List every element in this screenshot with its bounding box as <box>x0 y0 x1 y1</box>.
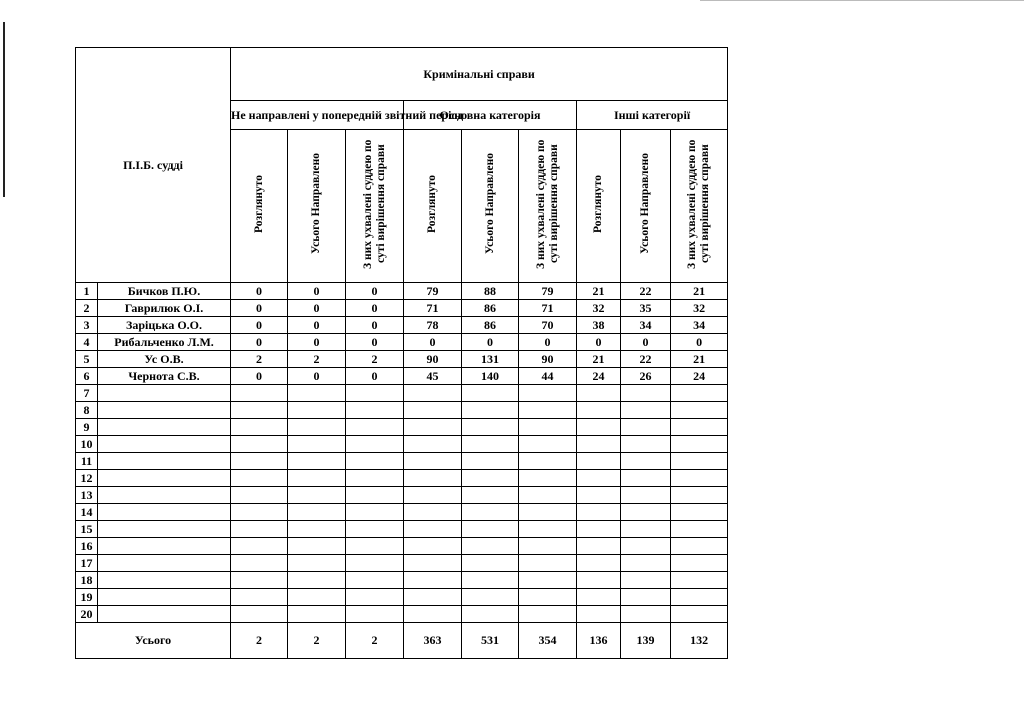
value-cell: 0 <box>621 334 671 351</box>
value-cell <box>462 555 519 572</box>
value-cell <box>404 385 462 402</box>
value-cell: 78 <box>404 317 462 334</box>
value-cell <box>462 470 519 487</box>
value-cell: 26 <box>621 368 671 385</box>
table-row <box>76 453 728 470</box>
value-cell: 21 <box>577 351 621 368</box>
column-subheader <box>404 130 462 283</box>
value-cell <box>288 555 346 572</box>
value-cell: 24 <box>577 368 621 385</box>
row-number: 16 <box>76 538 98 555</box>
value-cell <box>621 555 671 572</box>
value-cell <box>404 419 462 436</box>
value-cell <box>462 572 519 589</box>
value-cell <box>671 589 728 606</box>
value-cell: 0 <box>346 283 404 300</box>
value-cell: 22 <box>621 283 671 300</box>
total-label: Усього <box>76 623 231 659</box>
value-cell: 24 <box>671 368 728 385</box>
value-cell <box>671 419 728 436</box>
value-cell <box>519 521 577 538</box>
value-cell: 2 <box>231 351 288 368</box>
value-cell <box>404 538 462 555</box>
value-cell <box>671 470 728 487</box>
value-cell <box>577 436 621 453</box>
value-cell <box>404 572 462 589</box>
row-number: 19 <box>76 589 98 606</box>
value-cell <box>346 504 404 521</box>
value-cell: 22 <box>621 351 671 368</box>
value-cell <box>621 453 671 470</box>
value-cell <box>671 606 728 623</box>
judge-name <box>98 470 231 487</box>
value-cell <box>671 555 728 572</box>
value-cell <box>231 385 288 402</box>
judge-name: Рибальченко Л.М. <box>98 334 231 351</box>
column-subheader-label: Усього Направлено <box>639 153 652 255</box>
value-cell <box>231 436 288 453</box>
value-cell <box>519 606 577 623</box>
value-cell <box>577 538 621 555</box>
row-number: 13 <box>76 487 98 504</box>
value-cell <box>404 453 462 470</box>
table-row <box>76 317 728 334</box>
value-cell <box>519 402 577 419</box>
value-cell: 21 <box>671 351 728 368</box>
judge-name <box>98 436 231 453</box>
row-number: 7 <box>76 385 98 402</box>
value-cell: 71 <box>404 300 462 317</box>
value-cell <box>577 402 621 419</box>
value-cell <box>404 521 462 538</box>
column-subheader-label: З них ухвалені суддею по суті вирішення справи <box>361 139 387 269</box>
value-cell <box>231 521 288 538</box>
value-cell: 0 <box>671 334 728 351</box>
value-cell: 0 <box>231 334 288 351</box>
table-row <box>76 589 728 606</box>
value-cell <box>519 436 577 453</box>
value-cell <box>462 504 519 521</box>
judge-name <box>98 504 231 521</box>
value-cell <box>288 538 346 555</box>
group-header-main-category: Основна категорія <box>404 101 577 130</box>
value-cell: 0 <box>462 334 519 351</box>
value-cell: 34 <box>621 317 671 334</box>
total-value-cell: 136 <box>577 623 621 659</box>
column-subheader <box>671 130 728 283</box>
value-cell <box>462 589 519 606</box>
table-row <box>76 487 728 504</box>
value-cell <box>462 419 519 436</box>
value-cell: 45 <box>404 368 462 385</box>
column-subheader-label: Усього Направлено <box>483 153 496 255</box>
value-cell <box>346 436 404 453</box>
table-row <box>76 368 728 385</box>
value-cell <box>231 606 288 623</box>
value-cell: 90 <box>519 351 577 368</box>
total-value-cell: 132 <box>671 623 728 659</box>
column-subheader <box>519 130 577 283</box>
value-cell: 0 <box>577 334 621 351</box>
value-cell <box>671 521 728 538</box>
value-cell <box>519 504 577 521</box>
value-cell <box>346 606 404 623</box>
value-cell <box>577 453 621 470</box>
value-cell <box>577 487 621 504</box>
row-number: 17 <box>76 555 98 572</box>
column-subheader-label: З них ухвалені суддею по суті вирішення справи <box>534 139 560 269</box>
value-cell: 32 <box>577 300 621 317</box>
value-cell <box>346 402 404 419</box>
value-cell: 79 <box>519 283 577 300</box>
value-cell: 0 <box>346 334 404 351</box>
value-cell <box>346 538 404 555</box>
value-cell <box>621 385 671 402</box>
table-row <box>76 334 728 351</box>
total-value-cell: 139 <box>621 623 671 659</box>
value-cell <box>231 402 288 419</box>
value-cell <box>519 470 577 487</box>
value-cell <box>621 504 671 521</box>
value-cell: 0 <box>346 368 404 385</box>
value-cell <box>346 470 404 487</box>
value-cell <box>621 419 671 436</box>
row-number: 6 <box>76 368 98 385</box>
total-value-cell: 363 <box>404 623 462 659</box>
row-number: 20 <box>76 606 98 623</box>
value-cell <box>231 470 288 487</box>
value-cell <box>231 453 288 470</box>
value-cell <box>621 538 671 555</box>
row-number: 10 <box>76 436 98 453</box>
group-header-not-sent: Не направлені у попередній звітний період <box>231 101 404 130</box>
value-cell: 79 <box>404 283 462 300</box>
judge-name <box>98 589 231 606</box>
table-row <box>76 572 728 589</box>
value-cell <box>346 453 404 470</box>
value-cell <box>346 419 404 436</box>
value-cell <box>621 402 671 419</box>
value-cell <box>462 436 519 453</box>
value-cell <box>404 470 462 487</box>
value-cell: 0 <box>346 317 404 334</box>
value-cell: 0 <box>231 368 288 385</box>
value-cell <box>671 436 728 453</box>
row-number: 8 <box>76 402 98 419</box>
value-cell <box>621 487 671 504</box>
column-subheader <box>621 130 671 283</box>
value-cell <box>346 589 404 606</box>
column-subheader-label: Розглянуто <box>252 174 265 234</box>
value-cell <box>577 470 621 487</box>
value-cell <box>346 385 404 402</box>
value-cell: 34 <box>671 317 728 334</box>
value-cell <box>519 538 577 555</box>
value-cell <box>462 606 519 623</box>
value-cell <box>231 487 288 504</box>
value-cell: 86 <box>462 300 519 317</box>
judge-name <box>98 572 231 589</box>
value-cell <box>231 589 288 606</box>
value-cell <box>231 555 288 572</box>
value-cell <box>621 436 671 453</box>
value-cell <box>346 572 404 589</box>
total-value-cell: 354 <box>519 623 577 659</box>
row-number: 2 <box>76 300 98 317</box>
value-cell <box>404 555 462 572</box>
value-cell <box>231 572 288 589</box>
value-cell <box>288 402 346 419</box>
value-cell <box>671 385 728 402</box>
value-cell <box>288 521 346 538</box>
criminal-cases-header: Кримінальні справи <box>231 48 728 101</box>
value-cell <box>231 504 288 521</box>
judge-name <box>98 453 231 470</box>
value-cell <box>404 606 462 623</box>
group-header-other-categories: Інші категорії <box>577 101 728 130</box>
row-number: 15 <box>76 521 98 538</box>
statistics-sheet <box>75 47 727 674</box>
value-cell <box>404 487 462 504</box>
judge-name: Бичков П.Ю. <box>98 283 231 300</box>
value-cell <box>519 555 577 572</box>
table-row <box>76 351 728 368</box>
table-row <box>76 283 728 300</box>
judge-name <box>98 402 231 419</box>
value-cell <box>519 385 577 402</box>
value-cell <box>346 487 404 504</box>
total-value-cell: 531 <box>462 623 519 659</box>
total-value-cell: 2 <box>288 623 346 659</box>
value-cell <box>288 589 346 606</box>
judge-name <box>98 419 231 436</box>
value-cell: 0 <box>231 300 288 317</box>
value-cell <box>671 572 728 589</box>
value-cell <box>288 453 346 470</box>
value-cell <box>577 589 621 606</box>
total-value-cell: 2 <box>346 623 404 659</box>
value-cell: 32 <box>671 300 728 317</box>
value-cell <box>346 521 404 538</box>
value-cell <box>404 402 462 419</box>
judge-name <box>98 538 231 555</box>
value-cell: 0 <box>231 283 288 300</box>
value-cell <box>462 453 519 470</box>
value-cell <box>462 385 519 402</box>
value-cell <box>621 606 671 623</box>
table-row <box>76 436 728 453</box>
value-cell <box>671 538 728 555</box>
value-cell: 71 <box>519 300 577 317</box>
value-cell <box>519 419 577 436</box>
judge-name: Ус О.В. <box>98 351 231 368</box>
criminal-cases-table <box>75 47 728 659</box>
table-row <box>76 419 728 436</box>
value-cell <box>621 572 671 589</box>
value-cell: 2 <box>288 351 346 368</box>
value-cell <box>288 606 346 623</box>
table-row <box>76 555 728 572</box>
table-row <box>76 606 728 623</box>
value-cell: 88 <box>462 283 519 300</box>
header-row-main <box>76 48 728 101</box>
value-cell: 2 <box>346 351 404 368</box>
table-row <box>76 504 728 521</box>
total-row <box>76 623 728 659</box>
value-cell <box>671 487 728 504</box>
value-cell <box>577 572 621 589</box>
value-cell <box>462 538 519 555</box>
column-subheader-label: Розглянуто <box>592 174 605 234</box>
value-cell <box>671 504 728 521</box>
value-cell <box>671 453 728 470</box>
judge-name <box>98 487 231 504</box>
value-cell <box>462 487 519 504</box>
value-cell: 86 <box>462 317 519 334</box>
value-cell: 70 <box>519 317 577 334</box>
row-number: 14 <box>76 504 98 521</box>
table-row <box>76 300 728 317</box>
value-cell <box>288 504 346 521</box>
value-cell: 38 <box>577 317 621 334</box>
judge-name <box>98 521 231 538</box>
column-subheader <box>577 130 621 283</box>
value-cell: 0 <box>288 334 346 351</box>
value-cell <box>621 470 671 487</box>
value-cell <box>231 419 288 436</box>
column-subheader-label: З них ухвалені суддею по суті вирішення справи <box>686 139 712 269</box>
value-cell <box>404 589 462 606</box>
value-cell: 0 <box>231 317 288 334</box>
row-number: 9 <box>76 419 98 436</box>
value-cell: 35 <box>621 300 671 317</box>
value-cell <box>519 589 577 606</box>
row-number: 18 <box>76 572 98 589</box>
judge-name: Чернота С.В. <box>98 368 231 385</box>
value-cell <box>231 538 288 555</box>
row-number: 4 <box>76 334 98 351</box>
table-row <box>76 402 728 419</box>
column-subheader <box>346 130 404 283</box>
value-cell <box>577 504 621 521</box>
judge-name <box>98 555 231 572</box>
value-cell <box>404 504 462 521</box>
value-cell <box>671 402 728 419</box>
value-cell <box>577 555 621 572</box>
value-cell: 90 <box>404 351 462 368</box>
value-cell <box>288 470 346 487</box>
table-row <box>76 470 728 487</box>
judge-name <box>98 606 231 623</box>
judge-name: Гаврилюк О.І. <box>98 300 231 317</box>
value-cell: 0 <box>346 300 404 317</box>
row-number: 1 <box>76 283 98 300</box>
value-cell: 21 <box>577 283 621 300</box>
total-value-cell: 2 <box>231 623 288 659</box>
scan-edge-mark <box>3 22 5 197</box>
column-subheader-label: Усього Направлено <box>310 153 323 255</box>
value-cell <box>288 487 346 504</box>
value-cell <box>519 572 577 589</box>
value-cell <box>621 589 671 606</box>
column-subheader <box>288 130 346 283</box>
row-number: 11 <box>76 453 98 470</box>
row-number: 12 <box>76 470 98 487</box>
value-cell: 140 <box>462 368 519 385</box>
value-cell <box>404 436 462 453</box>
value-cell: 21 <box>671 283 728 300</box>
value-cell <box>577 606 621 623</box>
table-row <box>76 385 728 402</box>
table-row <box>76 521 728 538</box>
value-cell <box>288 385 346 402</box>
scan-top-line <box>700 0 1024 1</box>
value-cell: 0 <box>288 300 346 317</box>
value-cell: 0 <box>404 334 462 351</box>
value-cell <box>462 402 519 419</box>
row-number: 3 <box>76 317 98 334</box>
value-cell: 0 <box>288 368 346 385</box>
value-cell <box>288 572 346 589</box>
value-cell <box>346 555 404 572</box>
column-subheader <box>462 130 519 283</box>
value-cell: 0 <box>519 334 577 351</box>
column-subheader <box>231 130 288 283</box>
value-cell <box>519 487 577 504</box>
table-row <box>76 538 728 555</box>
value-cell <box>288 419 346 436</box>
value-cell <box>577 521 621 538</box>
judge-name: Заріцька О.О. <box>98 317 231 334</box>
value-cell <box>577 419 621 436</box>
value-cell <box>621 521 671 538</box>
value-cell: 0 <box>288 283 346 300</box>
judge-name <box>98 385 231 402</box>
value-cell: 0 <box>288 317 346 334</box>
column-subheader-label: Розглянуто <box>426 174 439 234</box>
value-cell <box>462 521 519 538</box>
row-number: 5 <box>76 351 98 368</box>
value-cell: 44 <box>519 368 577 385</box>
value-cell <box>288 436 346 453</box>
judge-name-header: П.І.Б. судді <box>76 48 231 283</box>
value-cell <box>519 453 577 470</box>
value-cell <box>577 385 621 402</box>
value-cell: 131 <box>462 351 519 368</box>
